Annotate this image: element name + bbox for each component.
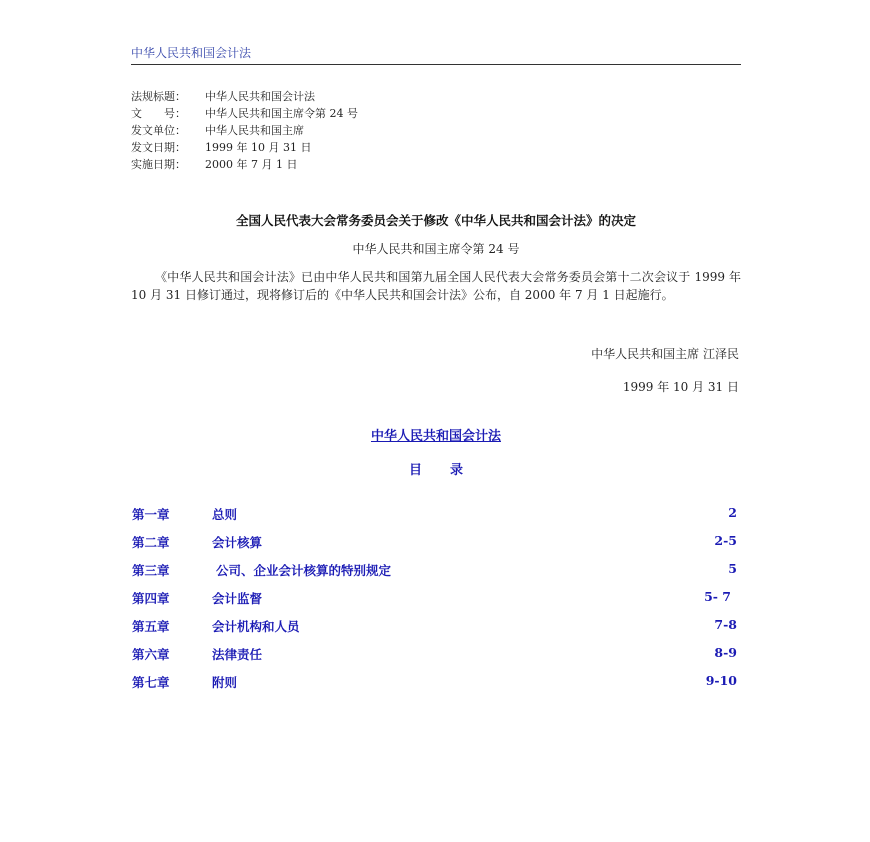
meta-key: 法规标题： [131, 90, 186, 103]
toc-chapter[interactable]: 第三章 [132, 563, 170, 578]
meta-key: 文 号： [131, 107, 186, 120]
meta-row-title [131, 88, 358, 105]
decision-signature: 中华人民共和国主席 江泽民 [591, 347, 739, 361]
toc-entry[interactable] [132, 645, 739, 673]
toc-title[interactable]: 公司、企业会计核算的特别规定 [216, 563, 392, 578]
toc-chapter[interactable]: 第四章 [132, 591, 170, 606]
toc-heading: 目录 [408, 463, 491, 478]
meta-key: 发文日期： [131, 141, 186, 154]
toc-entry[interactable] [132, 673, 739, 701]
toc-chapter[interactable]: 第二章 [132, 535, 170, 550]
toc-title[interactable]: 会计机构和人员 [212, 619, 300, 634]
meta-value: 中华人民共和国主席令第 24 号 [205, 107, 358, 120]
running-header: 中华人民共和国会计法 [131, 44, 741, 65]
toc-page[interactable]: 7-8 [714, 617, 737, 632]
toc-chapter[interactable]: 第七章 [132, 675, 170, 690]
toc-page[interactable]: 2-5 [714, 533, 737, 548]
table-of-contents [132, 505, 739, 701]
metadata-block [131, 88, 358, 173]
meta-key: 实施日期： [131, 158, 186, 171]
toc-entry[interactable] [132, 589, 739, 617]
decision-body: 《中华人民共和国会计法》已由中华人民共和国第九届全国人民代表大会常务委员会第十二次会议于 1999 年 10 月 31 日修订通过，现将修订后的《中华人民共和国会计法》公布，自 2000 年 7 月 1 日起施行。 [131, 270, 741, 302]
meta-row-number [131, 105, 358, 122]
decision-date: 1999 年 10 月 31 日 [622, 380, 739, 394]
toc-title[interactable]: 附则 [212, 675, 238, 690]
meta-row-effective-date [131, 156, 358, 173]
toc-page[interactable]: 8-9 [714, 645, 737, 660]
meta-value: 中华人民共和国主席 [205, 124, 304, 137]
toc-entry[interactable] [132, 617, 739, 645]
decision-order-number: 中华人民共和国主席令第 24 号 [352, 242, 520, 256]
toc-entry[interactable] [132, 561, 739, 589]
toc-chapter[interactable]: 第六章 [132, 647, 170, 662]
meta-value: 2000 年 7 月 1 日 [205, 158, 298, 171]
toc-title[interactable]: 法律责任 [212, 647, 263, 662]
meta-row-issue-date [131, 139, 358, 156]
toc-entry[interactable] [132, 505, 739, 533]
toc-page[interactable]: 2 [728, 505, 737, 520]
meta-key: 发文单位： [131, 124, 186, 137]
toc-page[interactable]: 9-10 [705, 673, 737, 688]
law-title-link[interactable] [131, 425, 741, 444]
toc-page[interactable]: 5- 7 [704, 589, 731, 604]
toc-title[interactable]: 会计核算 [212, 535, 263, 550]
meta-row-issuer [131, 122, 358, 139]
toc-title[interactable]: 总则 [212, 507, 238, 522]
decision-title: 全国人民代表大会常务委员会关于修改《中华人民共和国会计法》的决定 [235, 213, 636, 228]
toc-chapter[interactable]: 第五章 [132, 619, 170, 634]
toc-title[interactable]: 会计监督 [212, 591, 263, 606]
law-title-text[interactable]: 中华人民共和国会计法 [370, 429, 501, 444]
meta-value: 中华人民共和国会计法 [205, 90, 315, 103]
toc-page[interactable]: 5 [728, 561, 737, 576]
meta-value: 1999 年 10 月 31 日 [205, 141, 312, 154]
toc-entry[interactable] [132, 533, 739, 561]
toc-chapter[interactable]: 第一章 [132, 507, 170, 522]
